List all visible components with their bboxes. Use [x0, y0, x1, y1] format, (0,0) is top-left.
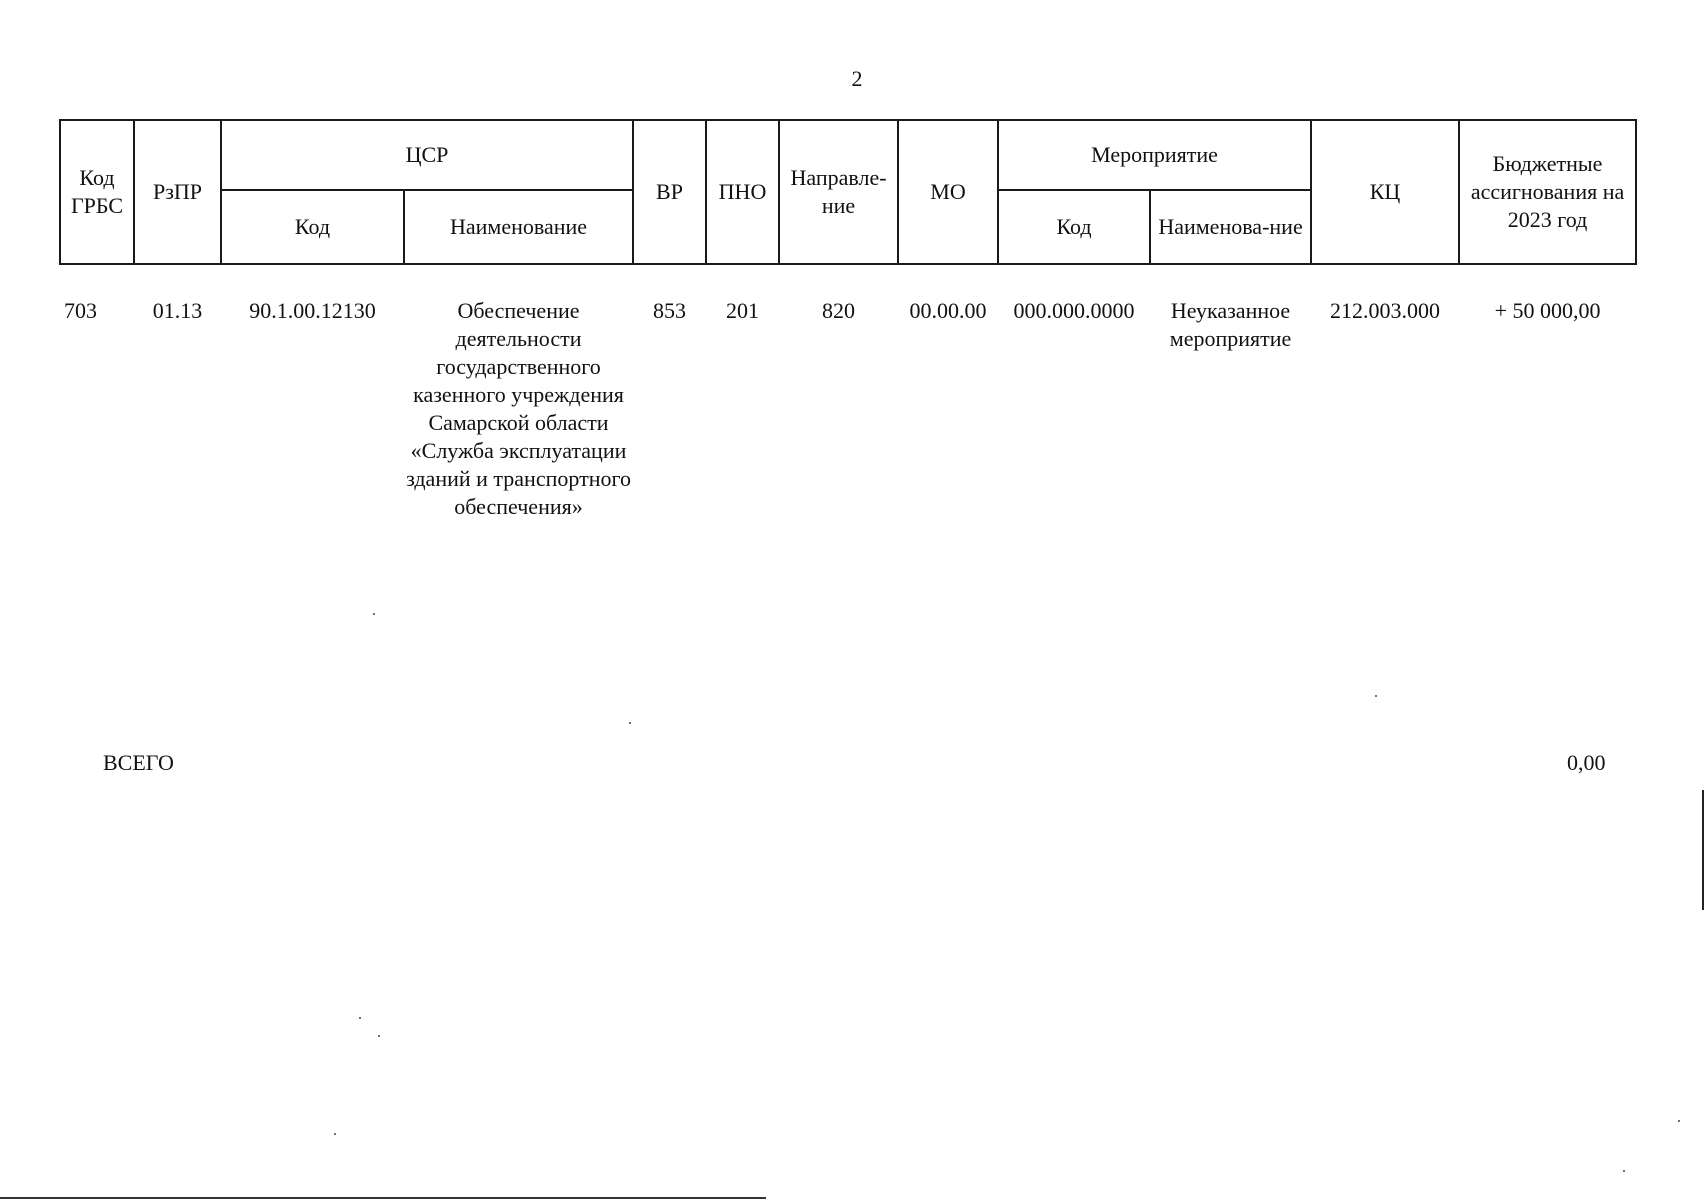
header-csr-kod: Код [221, 190, 404, 264]
header-mer-kod: Код [998, 190, 1150, 264]
page-number: 2 [851, 66, 863, 91]
header-vr: ВР [633, 120, 706, 264]
header-kc: КЦ [1311, 120, 1459, 264]
total-label: ВСЕГО [103, 750, 174, 775]
header-mer-name: Наименова-ние [1150, 190, 1311, 264]
scan-bottom-line [0, 1197, 766, 1199]
header-meropriyatie: Мероприятие [998, 120, 1311, 190]
header-pno: ПНО [706, 120, 779, 264]
scan-speck [373, 613, 375, 615]
row-spacer [60, 264, 1636, 297]
scan-speck [1623, 1170, 1625, 1172]
header-kod-grbs: Код ГРБС [60, 120, 134, 264]
cell-csr-name: Обеспечение деятельности государственного казенного учреждения Самарской области «Служба эксплуатации зданий и транспортного обеспечения» [406, 298, 631, 519]
cell-mo: 00.00.00 [909, 298, 987, 323]
cell-mer-name: Неуказанное мероприятие [1169, 298, 1292, 351]
cell-kc: 212.003.000 [1330, 298, 1441, 323]
cell-budget: + 50 000,00 [1494, 298, 1601, 323]
header-csr: ЦСР [221, 120, 633, 190]
scan-edge-mark [1702, 790, 1704, 910]
cell-vr: 853 [653, 298, 687, 323]
header-budget: Бюджетные ассигнования на 2023 год [1459, 120, 1636, 264]
cell-napravlenie: 820 [822, 298, 856, 323]
header-mo: МО [898, 120, 998, 264]
cell-pno: 201 [726, 298, 760, 323]
scan-speck [359, 1017, 361, 1019]
scan-speck [334, 1133, 336, 1135]
scan-speck [629, 722, 631, 724]
cell-rzpr: 01.13 [152, 298, 203, 323]
cell-csr-kod: 90.1.00.12130 [249, 298, 376, 323]
cell-mer-kod: 000.000.0000 [1013, 298, 1135, 323]
header-napravlenie: Направле-ние [779, 120, 898, 264]
scan-speck [1678, 1120, 1680, 1122]
budget-table [59, 119, 1637, 521]
header-csr-name: Наименование [404, 190, 633, 264]
scan-speck [1375, 695, 1377, 697]
scan-speck [378, 1035, 380, 1037]
table-row [60, 297, 1636, 521]
total-value: 0,00 [1567, 750, 1606, 775]
header-rzpr: РзПР [134, 120, 221, 264]
cell-kod-grbs: 703 [64, 298, 97, 323]
